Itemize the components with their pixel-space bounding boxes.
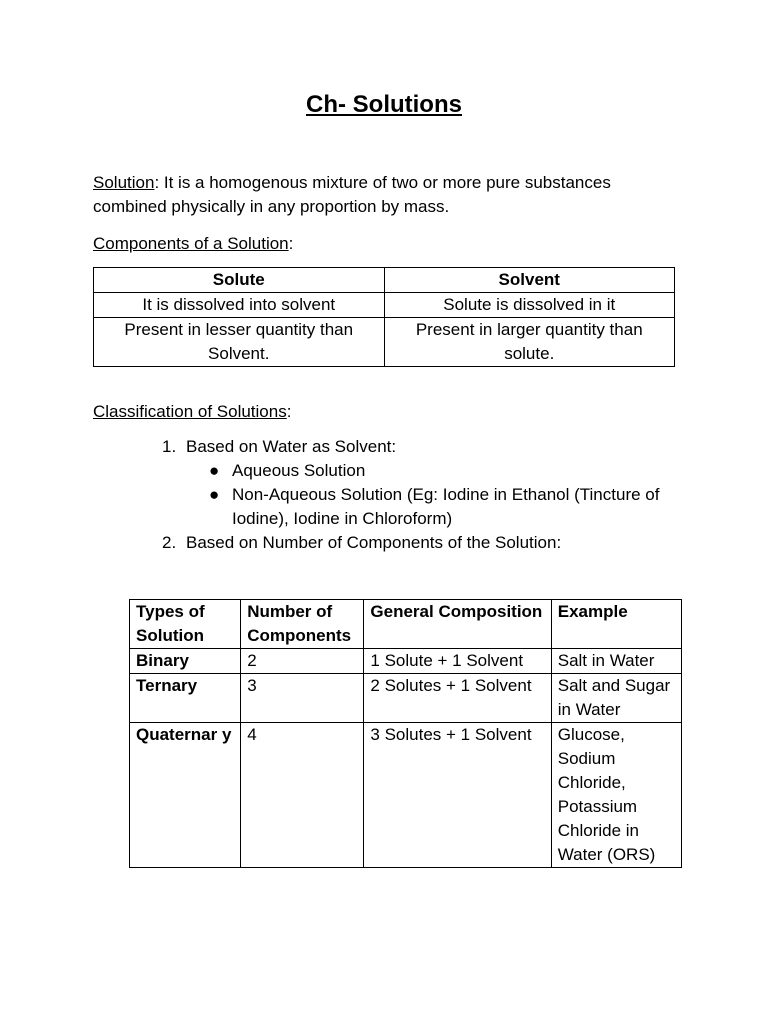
page-title: Ch- Solutions bbox=[306, 91, 462, 118]
bullet-icon: ● bbox=[209, 461, 220, 480]
header-solvent: Solvent bbox=[384, 268, 675, 293]
table-row bbox=[130, 723, 682, 868]
classification-heading bbox=[93, 400, 683, 424]
header-composition: General Composition bbox=[364, 600, 551, 649]
table-cell: 4 bbox=[241, 723, 364, 868]
bullet-text: Non-Aqueous Solution (Eg: Iodine in Ethanol (Tincture of Iodine), Iodine in Chloroform) bbox=[232, 485, 660, 528]
table-cell: Binary bbox=[130, 649, 241, 674]
header-number: Number of Components bbox=[241, 600, 364, 649]
table-cell: 2 bbox=[241, 649, 364, 674]
table-cell: Salt and Sugar in Water bbox=[551, 674, 681, 723]
classification-heading-text: Classification of Solutions bbox=[93, 402, 287, 421]
table-row bbox=[94, 318, 675, 367]
list-number: 2. bbox=[162, 533, 177, 552]
components-heading-text: Components of a Solution bbox=[93, 234, 289, 253]
list-item bbox=[150, 435, 670, 531]
components-heading-colon: : bbox=[288, 234, 294, 253]
bullet-item bbox=[186, 459, 670, 483]
list-item-label: Based on Number of Components of the Solution: bbox=[186, 533, 562, 552]
classification-list bbox=[150, 435, 670, 555]
table-cell: 3 Solutes + 1 Solvent bbox=[364, 723, 551, 868]
solution-types-table bbox=[129, 599, 682, 868]
table-row bbox=[130, 649, 682, 674]
header-solute: Solute bbox=[94, 268, 385, 293]
table-cell: Present in larger quantity than solute. bbox=[384, 318, 675, 367]
table-cell: Present in lesser quantity than Solvent. bbox=[94, 318, 385, 367]
components-table bbox=[93, 267, 675, 367]
table-cell: 1 Solute + 1 Solvent bbox=[364, 649, 551, 674]
table-cell: Quaternar y bbox=[130, 723, 241, 868]
table-cell: Glucose, Sodium Chloride, Potassium Chloride in Water (ORS) bbox=[551, 723, 681, 868]
table-row bbox=[130, 674, 682, 723]
table-cell: 2 Solutes + 1 Solvent bbox=[364, 674, 551, 723]
definition-text: : It is a homogenous mixture of two or more pure substances combined physically in any proportion by mass. bbox=[93, 173, 611, 216]
list-number: 1. bbox=[162, 437, 177, 456]
solution-definition bbox=[93, 171, 683, 219]
table-cell: Solute is dissolved in it bbox=[384, 293, 675, 318]
components-heading bbox=[93, 232, 683, 256]
table-cell: It is dissolved into solvent bbox=[94, 293, 385, 318]
table-row bbox=[94, 293, 675, 318]
bullet-text: Aqueous Solution bbox=[232, 461, 366, 480]
bullet-item bbox=[186, 483, 670, 531]
types-header-row bbox=[130, 600, 682, 649]
definition-term: Solution bbox=[93, 173, 155, 192]
table-cell: Salt in Water bbox=[551, 649, 681, 674]
list-item-label: Based on Water as Solvent: bbox=[186, 437, 397, 456]
header-types: Types of Solution bbox=[130, 600, 241, 649]
table-cell: 3 bbox=[241, 674, 364, 723]
classification-heading-colon: : bbox=[286, 402, 292, 421]
header-example: Example bbox=[551, 600, 681, 649]
components-header-row bbox=[94, 268, 675, 293]
bullet-list bbox=[186, 459, 670, 531]
bullet-icon: ● bbox=[209, 485, 220, 504]
list-item bbox=[150, 531, 670, 555]
table-cell: Ternary bbox=[130, 674, 241, 723]
